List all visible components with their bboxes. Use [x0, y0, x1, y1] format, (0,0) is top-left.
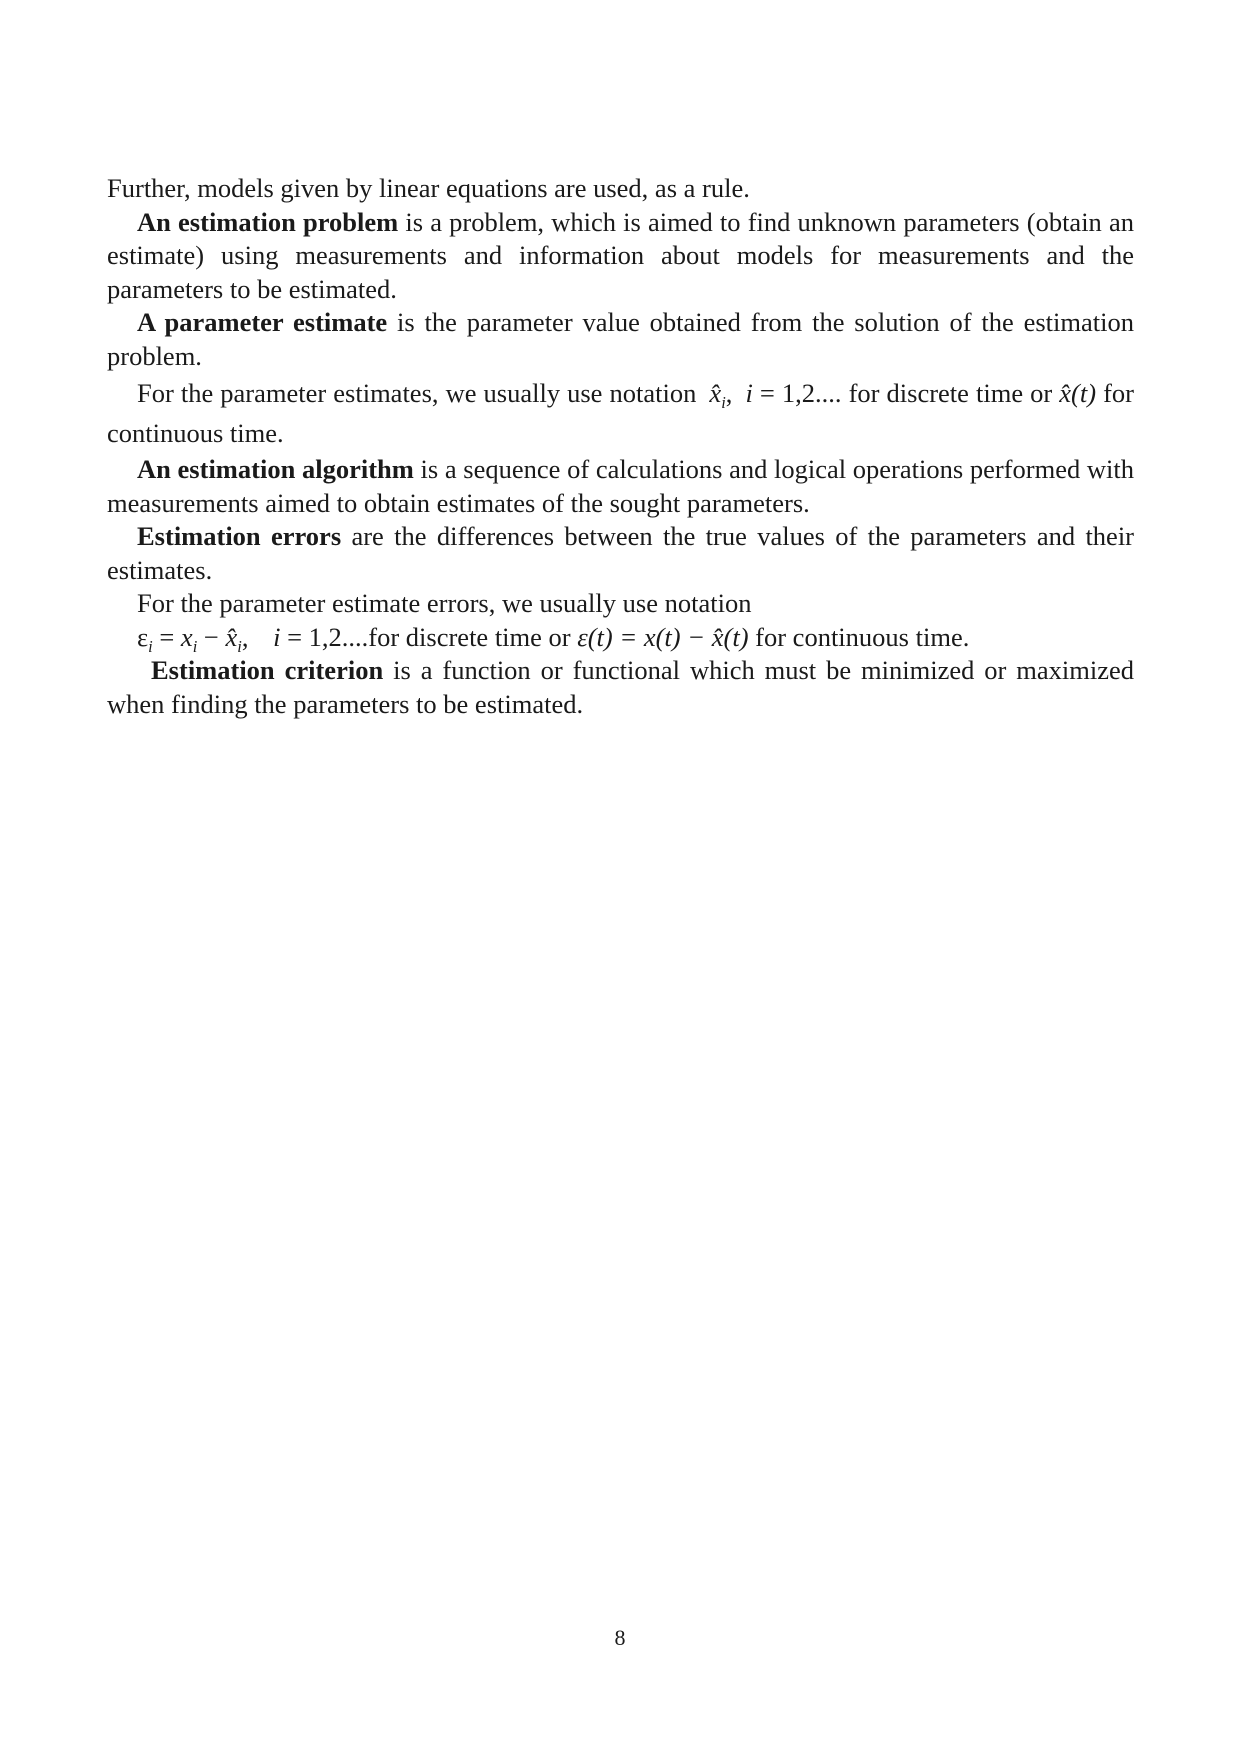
math-symbol: i — [273, 621, 281, 652]
paragraph-text: For the parameter estimate errors, we usually use notation — [137, 588, 752, 618]
math-operator: = — [152, 621, 181, 652]
paragraph-text: is the parameter value obtained from the solution of the estimation problem. — [107, 307, 1134, 371]
math-symbol: x — [180, 621, 193, 652]
term-estimation-problem: An estimation problem — [137, 206, 399, 237]
math-index-range — [745, 378, 841, 408]
math-symbol: x̂ — [225, 621, 238, 652]
paragraph-estimate-notation — [107, 373, 1134, 453]
math-symbol: x̂ — [709, 378, 722, 408]
math-error-continuous: ε(t) = x(t) − x̂(t) — [577, 621, 749, 652]
paragraph-estimation-problem — [107, 206, 1134, 307]
paragraph-text: Further, models given by linear equations are used, as a rule. — [107, 173, 750, 203]
paragraph-text: for discrete time or — [841, 378, 1060, 408]
paragraph-estimation-errors — [107, 520, 1134, 587]
math-subscript: i — [148, 636, 153, 656]
math-operator: − — [197, 621, 226, 652]
math-xhat-t: x̂(t) — [1059, 378, 1097, 408]
term-estimation-errors: Estimation errors — [137, 521, 342, 551]
math-comma: , — [241, 621, 249, 652]
paragraph-text: for continuous time. — [107, 378, 1135, 448]
paragraph-text: for continuous time. — [748, 621, 970, 652]
paragraph-text: is a problem, which is aimed to find unknown parameters (obtain an estimate) using measurements and information about models for measurements and the parameters to be estimated. — [107, 206, 1134, 304]
math-symbol: ε — [137, 621, 149, 652]
math-symbol: i — [745, 378, 753, 408]
paragraph-parameter-estimate — [107, 306, 1134, 373]
paragraph-error-formula — [107, 621, 1134, 655]
math-subscript: i — [721, 392, 726, 412]
math-comma: , — [725, 378, 733, 408]
paragraph-text: is a sequence of calculations and logical operations performed with measurements aimed to obtain estimates of the sought parameters. — [107, 454, 1134, 518]
term-estimation-algorithm: An estimation algorithm — [137, 454, 414, 484]
paragraph-intro — [107, 172, 1134, 206]
math-range: = 1,2.... — [752, 378, 842, 408]
paragraph-estimation-criterion — [107, 654, 1134, 721]
paragraph-text: for discrete time or — [368, 621, 578, 652]
math-range: = 1,2.... — [280, 621, 369, 652]
paragraph-error-notation-intro — [107, 587, 1134, 621]
math-index-range — [273, 622, 368, 652]
paragraph-text: is a function or functional which must be minimized or maximized when finding the parameters to be estimated. — [107, 655, 1134, 719]
math-error-discrete — [137, 621, 249, 656]
term-parameter-estimate: A parameter estimate — [137, 307, 388, 337]
paragraph-text: are the differences between the true values of the parameters and their estimates. — [107, 521, 1135, 585]
math-subscript: i — [237, 636, 242, 656]
math-xhat-i — [709, 378, 733, 412]
paragraph-text: For the parameter estimates, we usually use notation — [137, 378, 697, 408]
term-estimation-criterion: Estimation criterion — [151, 655, 384, 685]
page-body — [107, 172, 1134, 721]
paragraph-estimation-algorithm — [107, 453, 1134, 520]
page-number: 8 — [614, 1625, 626, 1650]
math-subscript: i — [192, 636, 198, 656]
